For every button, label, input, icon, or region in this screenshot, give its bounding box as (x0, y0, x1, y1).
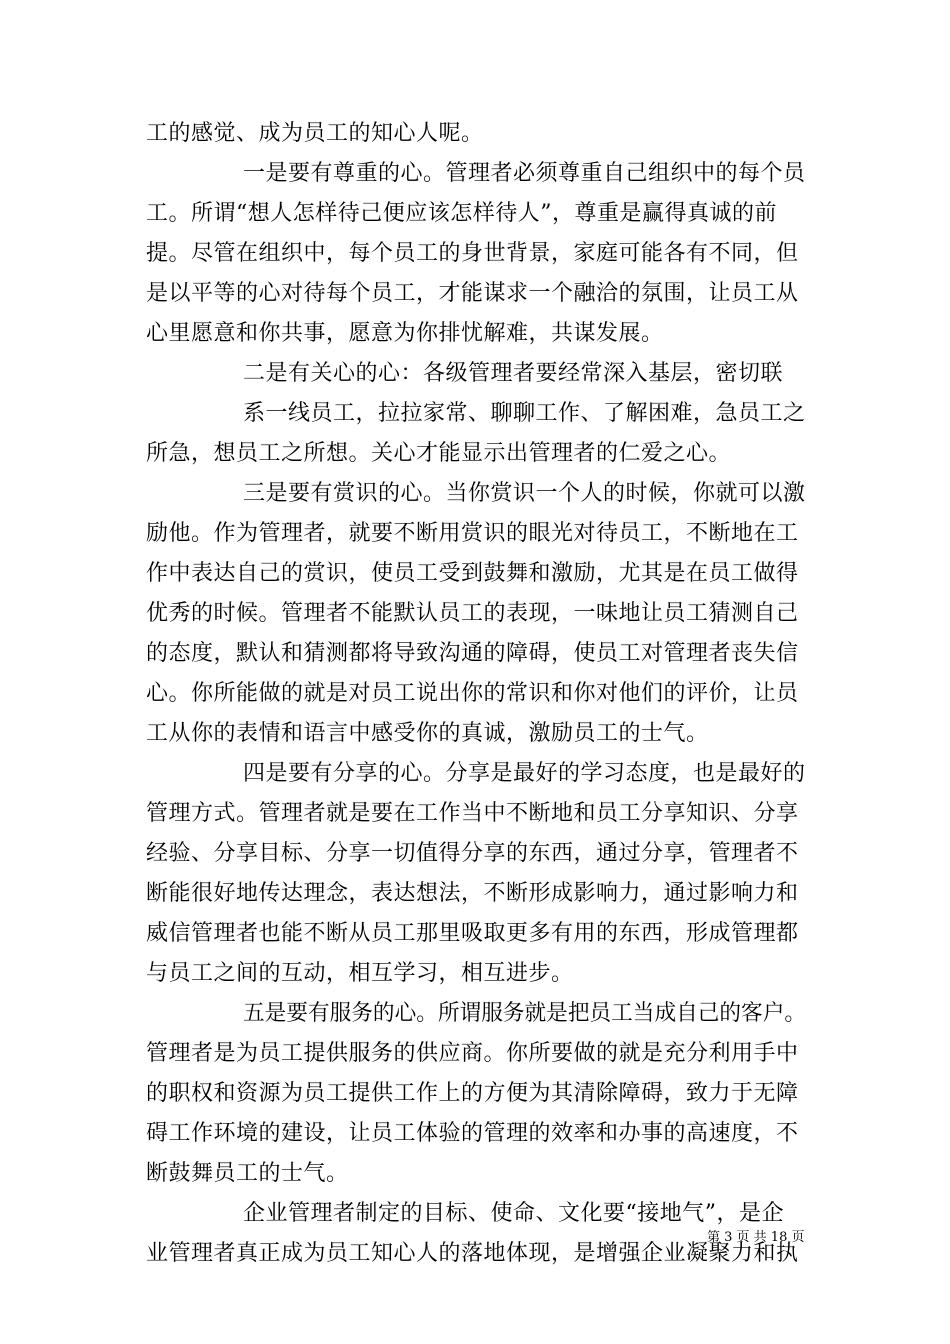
text-line: 是以平等的心对待每个员工，才能谋求一个融洽的氛围，让员工从 (146, 281, 799, 306)
text-line: 的职权和资源为员工提供工作上的方便为其清除障碍，致力于无障 (146, 1081, 799, 1106)
text-line: 管理方式。管理者就是要在工作当中不断地和员工分享知识、分享 (146, 801, 799, 826)
text-line: 一是要有尊重的心。管理者必须尊重自己组织中的每个员 (243, 161, 806, 186)
text-line: 与员工之间的互动，相互学习，相互进步。 (146, 961, 574, 986)
text-line: 工。所谓“想人怎样待己便应该怎样待人”，尊重是赢得真诚的前 (146, 201, 777, 226)
text-line: 心。你所能做的就是对员工说出你的常识和你对他们的评价，让员 (146, 681, 799, 706)
text-line: 断能很好地传达理念，表达想法，不断形成影响力，通过影响力和 (146, 881, 799, 906)
text-line: 四是要有分享的心。分享是最好的学习态度，也是最好的 (243, 761, 806, 786)
page-number-footer: 第 3 页 共 18 页 (707, 1230, 805, 1245)
text-line: 企业管理者制定的目标、使命、文化要“接地气”，是企 (243, 1201, 784, 1226)
text-line: 威信管理者也能不断从员工那里吸取更多有用的东西，形成管理都 (146, 921, 799, 946)
text-line: 管理者是为员工提供服务的供应商。你所要做的就是充分利用手中 (146, 1041, 799, 1066)
text-line: 提。尽管在组织中，每个员工的身世背景，家庭可能各有不同，但 (146, 241, 799, 266)
text-line: 经验、分享目标、分享一切值得分享的东西，通过分享，管理者不 (146, 841, 799, 866)
text-line: 碍工作环境的建设，让员工体验的管理的效率和办事的高速度，不 (146, 1121, 799, 1146)
text-line: 工从你的表情和语言中感受你的真诚，激励员工的士气。 (146, 721, 709, 746)
text-line: 心里愿意和你共事，愿意为你排忧解难，共谋发展。 (146, 321, 664, 346)
text-line: 三是要有赏识的心。当你赏识一个人的时候，你就可以激 (243, 481, 806, 506)
text-line: 五是要有服务的心。所谓服务就是把员工当成自己的客户。 (243, 1001, 807, 1026)
text-line: 励他。作为管理者，就要不断用赏识的眼光对待员工，不断地在工 (146, 521, 799, 546)
text-line: 业管理者真正成为员工知心人的落地体现，是增强企业凝聚力和执 (146, 1241, 799, 1266)
text-line: 的态度，默认和猜测都将导致沟通的障碍，使员工对管理者丧失信 (146, 641, 799, 666)
text-line: 工的感觉、成为员工的知心人呢。 (146, 121, 484, 146)
text-line: 所急，想员工之所想。关心才能显示出管理者的仁爱之心。 (146, 441, 732, 466)
text-line: 系一线员工，拉拉家常、聊聊工作、了解困难，急员工之 (243, 401, 806, 426)
text-line: 作中表达自己的赏识，使员工受到鼓舞和激励，尤其是在员工做得 (146, 561, 799, 586)
text-line: 二是有关心的心：各级管理者要经常深入基层，密切联 (243, 361, 784, 386)
text-line: 断鼓舞员工的士气。 (146, 1161, 349, 1186)
text-line: 优秀的时候。管理者不能默认员工的表现，一味地让员工猜测自己 (146, 601, 799, 626)
